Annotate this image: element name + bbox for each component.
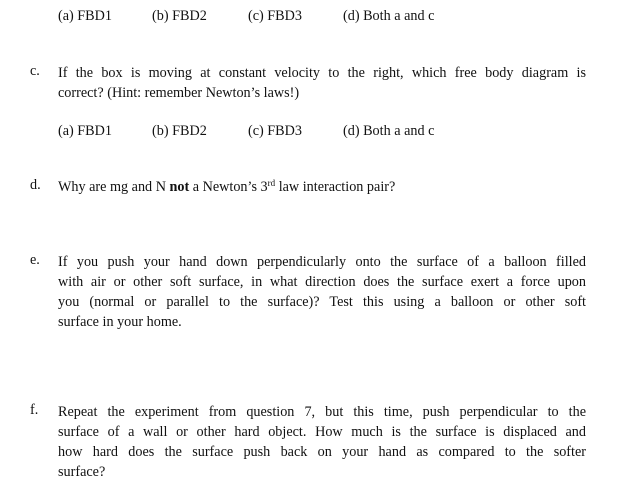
choice-b: (b) FBD2	[152, 8, 207, 24]
question-line: surface of a wall or other hard object. How much is the surface is displaced and	[58, 424, 586, 440]
question-letter: e.	[30, 252, 40, 268]
text-segment: Why are mg and N	[58, 179, 170, 195]
choice-c: (c) FBD3	[248, 123, 302, 139]
choice-d: (d) Both a and c	[343, 123, 435, 139]
question-line: how hard does the surface push back on your hand as compared to the softer	[58, 444, 586, 460]
text-segment: a Newton’s 3	[189, 179, 268, 195]
question-letter: c.	[30, 63, 40, 79]
question-line: Repeat the experiment from question 7, but this time, push perpendicular to the	[58, 404, 586, 420]
question-text	[58, 177, 586, 197]
question-line	[58, 177, 586, 197]
ordinal-suffix: rd	[267, 178, 276, 188]
text-segment: law interaction pair?	[275, 179, 396, 195]
question-line: correct? (Hint: remember Newton’s laws!)	[58, 85, 300, 101]
choice-d: (d) Both a and c	[343, 8, 435, 24]
question-text	[58, 252, 586, 332]
question-line: surface?	[58, 464, 106, 480]
question-letter: d.	[30, 177, 41, 193]
choice-a: (a) FBD1	[58, 123, 112, 139]
choice-a: (a) FBD1	[58, 8, 112, 24]
question-line: If the box is moving at constant velocity to the right, which free body diagram is	[58, 65, 586, 81]
emphasis-not: not	[169, 179, 190, 195]
question-text	[58, 63, 586, 103]
question-line: with air or other soft surface, in what direction does the surface exert a force upon	[58, 274, 586, 290]
question-line: If you push your hand down perpendicularly onto the surface of a balloon filled	[58, 254, 586, 270]
choice-c: (c) FBD3	[248, 8, 302, 24]
question-letter: f.	[30, 402, 39, 418]
question-line: surface in your home.	[58, 314, 182, 330]
choice-b: (b) FBD2	[152, 123, 207, 139]
question-line: you (normal or parallel to the surface)? Test this using a balloon or other soft	[58, 294, 586, 310]
question-text	[58, 402, 586, 482]
